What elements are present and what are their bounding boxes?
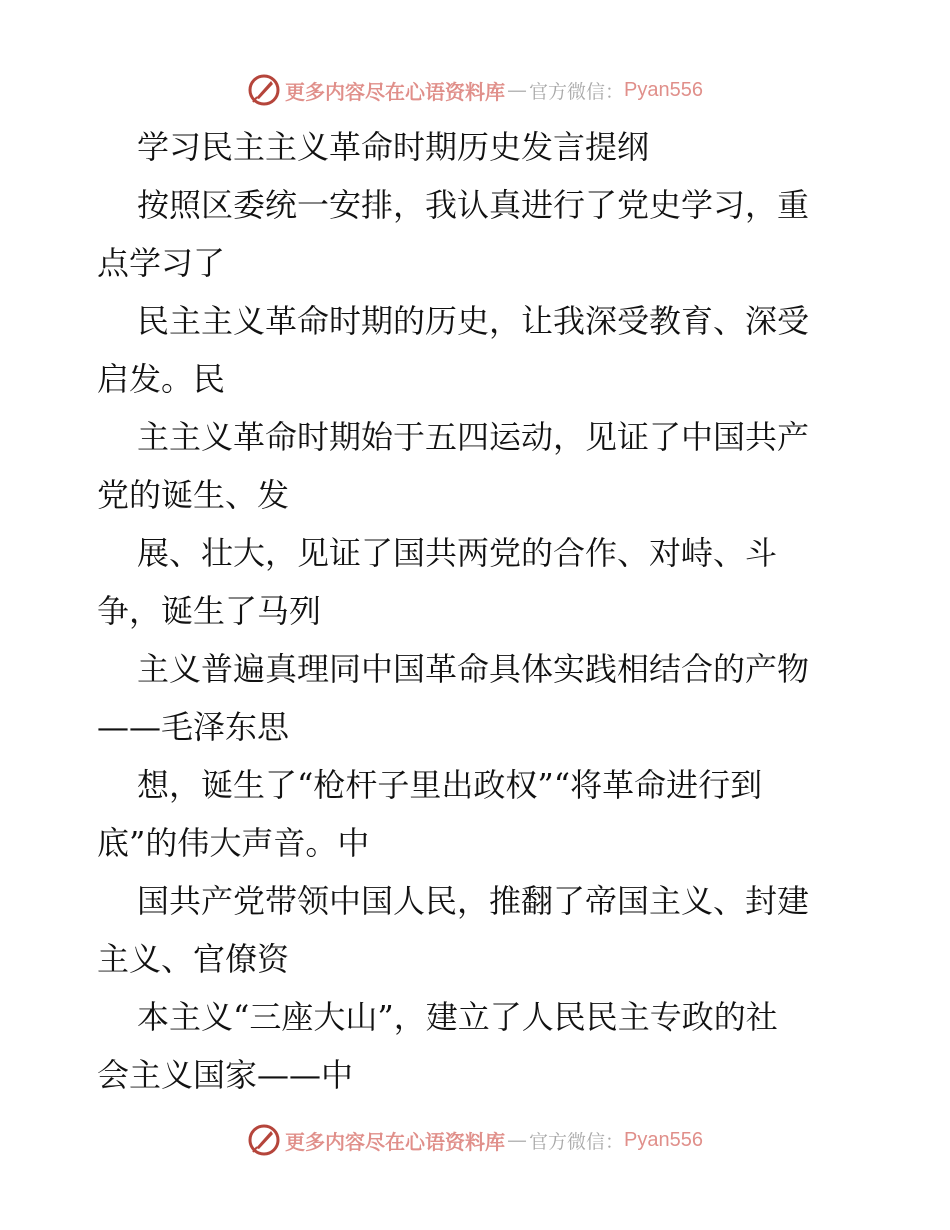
wechat-label: 官方微信：: [529, 1130, 625, 1153]
document-title: 学习民主主义革命时期历史发言提纲: [137, 128, 650, 166]
wechat-id: Pyan556: [624, 78, 703, 101]
banner-dash: —: [507, 78, 527, 102]
footer-banner: [0, 1120, 950, 1160]
banner-dash: —: [507, 1128, 527, 1152]
paragraph-line: 点学习了: [97, 244, 226, 282]
paragraph-line: 主义、官僚资: [97, 940, 290, 978]
document-body: [97, 118, 857, 1104]
banner-text: 更多内容尽在心语资料库: [285, 1129, 505, 1154]
paragraph-line: 启发。民: [97, 360, 226, 398]
paragraph-line: ——毛泽东思: [97, 708, 290, 746]
paragraph-line: 主义普遍真理同中国革命具体实践相结合的产物: [137, 650, 810, 688]
feather-pen-logo-icon: [247, 1123, 281, 1157]
banner-text: 更多内容尽在心语资料库: [285, 79, 505, 104]
paragraph-line: 底”的伟大声音。中: [97, 824, 370, 862]
paragraph-line: 本主义“三座大山”，建立了人民民主专政的社: [137, 998, 778, 1036]
paragraph-line: 主主义革命时期始于五四运动，见证了中国共产: [137, 418, 810, 456]
paragraph-line: 争，诞生了马列: [97, 592, 322, 630]
paragraph-line: 展、壮大，见证了国共两党的合作、对峙、斗: [137, 534, 778, 572]
wechat-label: 官方微信：: [529, 80, 625, 103]
feather-pen-logo-icon: [247, 73, 281, 107]
wechat-id: Pyan556: [624, 1128, 703, 1151]
paragraph-line: 党的诞生、发: [97, 476, 290, 514]
paragraph-line: 国共产党带领中国人民，推翻了帝国主义、封建: [137, 882, 810, 920]
paragraph-line: 会主义国家——中: [97, 1056, 354, 1094]
header-banner: [0, 70, 950, 110]
paragraph-line: 想，诞生了“枪杆子里出政权”“将革命进行到: [137, 766, 763, 804]
paragraph-line: 按照区委统一安排，我认真进行了党史学习，重: [137, 186, 810, 224]
paragraph-line: 民主主义革命时期的历史，让我深受教育、深受: [137, 302, 810, 340]
